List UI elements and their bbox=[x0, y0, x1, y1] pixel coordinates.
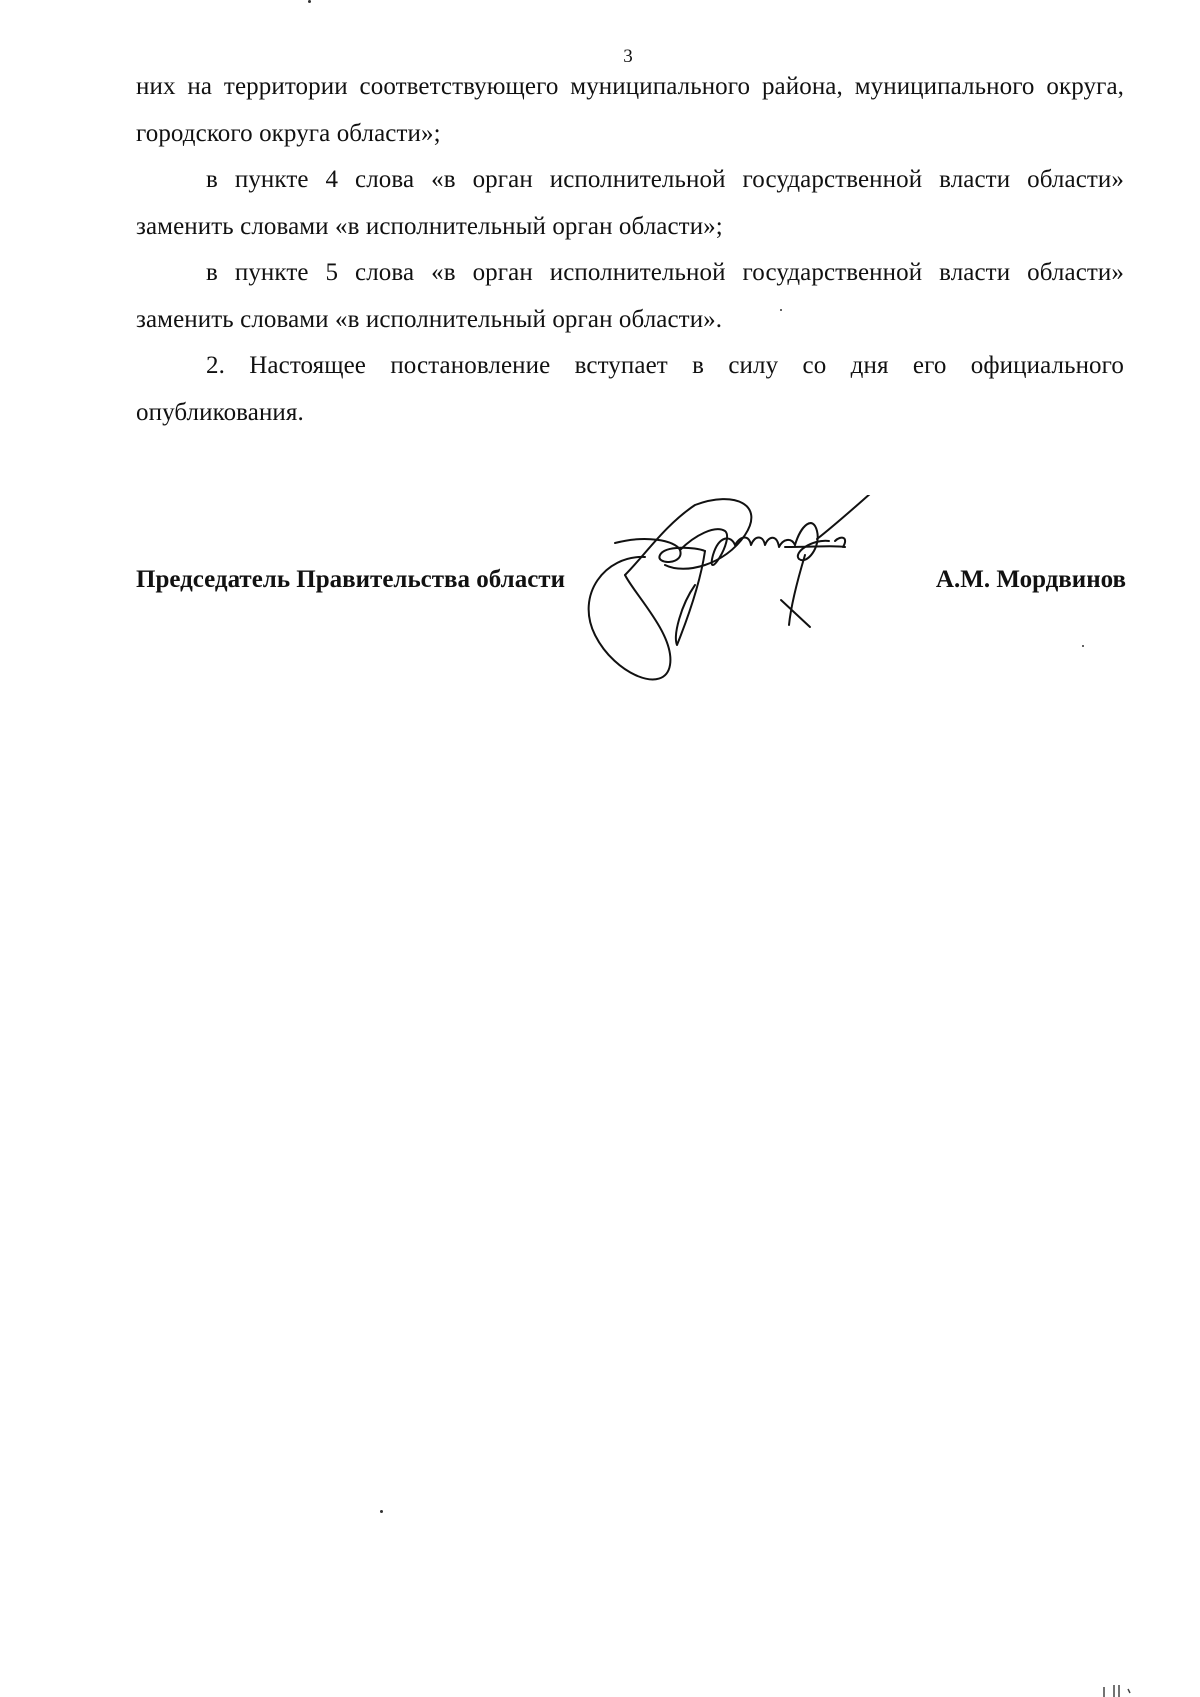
handwritten-signature bbox=[585, 495, 945, 695]
signatory-title: Председатель Правительства области bbox=[136, 566, 565, 593]
page-number: 3 bbox=[623, 46, 633, 67]
document-body bbox=[136, 64, 1124, 436]
paragraph-item-5: в пункте 5 слова «в орган исполнительной государственной власти области» заменить словами «в исполнительный орган области». bbox=[136, 259, 1124, 333]
scan-speck bbox=[780, 309, 782, 311]
paragraph-continuation: них на территории соответствующего муниципального района, муниципального округа, городского округа области»; bbox=[136, 73, 1124, 147]
scan-speck bbox=[1082, 645, 1084, 647]
scan-speck bbox=[308, 0, 311, 3]
paragraph-effective-date: 2. Настоящее постановление вступает в силу со дня его официального опубликования. bbox=[136, 352, 1124, 426]
scan-edge-mark bbox=[1100, 1685, 1140, 1697]
paragraph-item-4: в пункте 4 слова «в орган исполнительной государственной власти области» заменить словами «в исполнительный орган области»; bbox=[136, 166, 1124, 240]
signatory-name: А.М. Мордвинов bbox=[935, 566, 1126, 593]
scan-speck bbox=[380, 1510, 383, 1513]
